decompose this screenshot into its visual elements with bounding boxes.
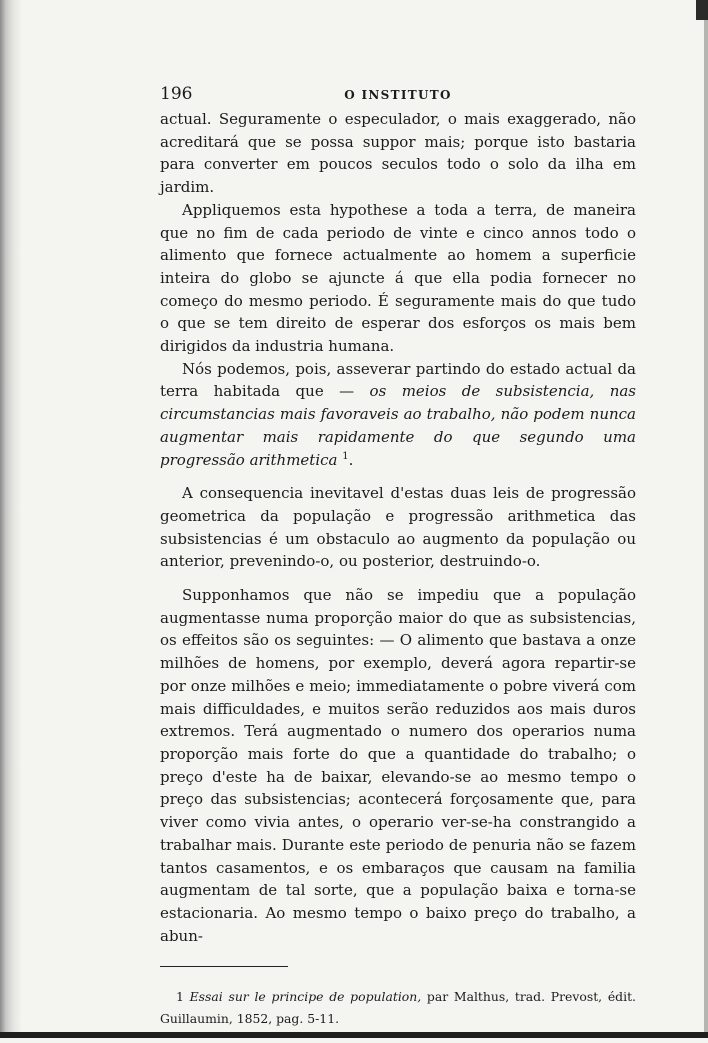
footnote xyxy=(160,986,636,1030)
page-corner-mark xyxy=(696,0,708,20)
paragraph-conclusion xyxy=(160,358,636,472)
page-right-edge xyxy=(704,0,708,1038)
footnote-divider xyxy=(160,966,288,967)
paragraph-conclusion-text: Nós podemos, pois, asseverar partindo do estado actual da terra habitada que — xyxy=(160,359,636,401)
paragraph-hypothesis: Appliquemos esta hypothese a toda a terra, de maneira que no fim de cada periodo de vinte e cinco annos todo o alimento que fornece actualmente ao homem a superficie inteira do globo se ajuncte á que ella podia fornecer no começo do mesmo periodo. É seguramente mais do que tudo o que se tem direito de esperar dos esforços os mais bem dirigidos da industria humana. xyxy=(160,200,636,356)
page-number: 196 xyxy=(160,84,193,104)
main-text xyxy=(160,108,636,947)
page-header xyxy=(160,78,636,108)
paragraph-conclusion-end: . xyxy=(348,450,354,469)
footnote-reference[interactable]: 1 xyxy=(342,450,349,462)
page-gutter-shadow xyxy=(0,0,22,1038)
book-page xyxy=(160,78,636,1043)
footnote-title: Essai sur le principe de population, xyxy=(189,989,422,1005)
paragraph-supposition: Supponhamos que não se impediu que a população augmentasse numa proporção maior do que as subsistencias, os effeitos são os seguintes: — O alimento que bastava a onze milhões de homens, por exemplo, deverá agora repartir-se por onze milhões e meio; immediatamente o pobre viverá com mais difficuldades, e muitos serão reduzidos aos mais duros extremos. Terá augmentado o numero dos operarios numa proporção mais forte do que a quantidade do trabalho; o preço d'este ha de baixar, elevando-se ao mesmo tempo o preço das subsistencias; acontecerá forçosamente que, para viver como vivia antes, o operario ver-se-ha constrangido a trabalhar mais. Durante este periodo de penuria não se fazem tantos casamentos, e os embaraços que causam na familia augmentam de tal sorte, que a população baixa e torna-se estacionaria. Ao mesmo tempo o baixo preço do trabalho, a abun- xyxy=(160,586,636,945)
footnote-number: 1 xyxy=(176,989,184,1005)
footnote-citation: par Malthus, trad. Prevost, édit. Guillaumin, 1852, pag. 5-11. xyxy=(160,989,636,1027)
paragraph-consequence: A consequencia inevitavel d'estas duas leis de progressão geometrica da população e progressão arithmetica das subsistencias é um obstaculo ao augmento da população ou anterior, prevenindo-o, ou posterior, destruindo-o. xyxy=(160,484,636,571)
italic-proposition: os meios de subsistencia, nas circumstancias mais favoraveis ao trabalho, não podem nunca augmentar mais rapidamente do que segundo uma progressão arithmetica xyxy=(160,382,636,469)
paragraph-continued: actual. Seguramente o especulador, o mais exaggerado, não acreditará que se possa suppor mais; porque isto bastaria para converter em poucos seculos todo o solo da ilha em jardim. xyxy=(160,110,636,197)
running-title: O INSTITUTO xyxy=(344,88,452,102)
